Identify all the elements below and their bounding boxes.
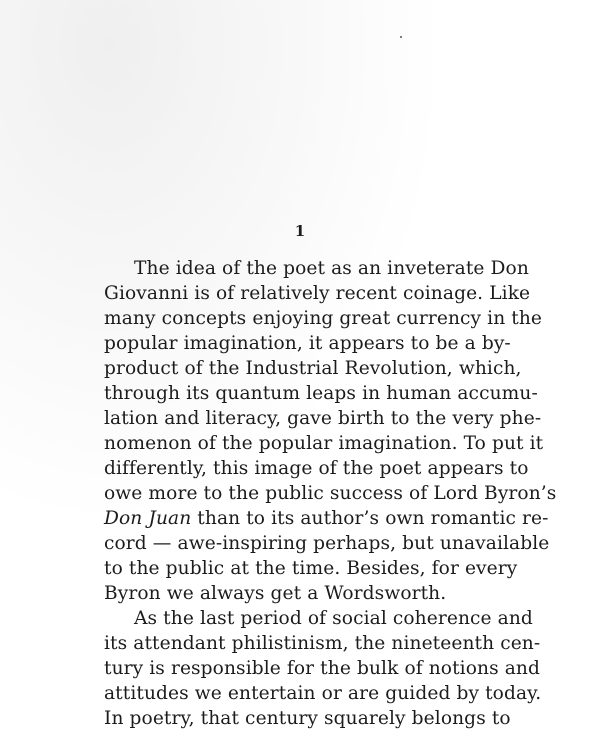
paragraph-1-line-8: nomenon of the popular imagination. To put it — [104, 433, 544, 454]
paragraph-2-line-2: its attendant philistinism, the nineteenth cen- — [104, 633, 541, 654]
paragraph-1-line-13: to the public at the time. Besides, for every — [104, 558, 518, 579]
paragraph-1-line-5: product of the Industrial Revolution, which, — [104, 358, 522, 379]
paragraph-1-line-4: popular imagination, it appears to be a by- — [104, 333, 511, 354]
paragraph-1-line-11 — [104, 508, 549, 532]
line-11-rest: than to its author’s own romantic re- — [191, 508, 549, 529]
paragraph-1-line-9: differently, this image of the poet appears to — [104, 458, 529, 479]
paragraph-1-line-1: The idea of the poet as an inveterate Don — [134, 258, 529, 279]
paragraph-1-line-10: owe more to the public success of Lord Byron’s — [104, 483, 557, 504]
paragraph-1-line-3: many concepts enjoying great currency in the — [104, 308, 543, 329]
paragraph-2-line-1: As the last period of social coherence and — [134, 608, 533, 629]
paragraph-1-line-12: cord — awe-inspiring perhaps, but unavailable — [104, 533, 550, 554]
paragraph-1-line-2: Giovanni is of relatively recent coinage. Like — [104, 283, 531, 304]
paragraph-1-line-14: Byron we always get a Wordsworth. — [104, 583, 447, 604]
paragraph-2-line-5: In poetry, that century squarely belongs to — [104, 708, 511, 729]
paragraph-1-line-7: lation and literacy, gave birth to the very phe- — [104, 408, 542, 429]
paragraph-2-line-4: attitudes we entertain or are guided by today. — [104, 683, 542, 704]
chapter-number: 1 — [294, 222, 306, 240]
paragraph-1-line-6: through its quantum leaps in human accumu- — [104, 383, 538, 404]
paragraph-2-line-3: tury is responsible for the bulk of notions and — [104, 658, 541, 679]
book-title-don-juan: Don Juan — [104, 508, 192, 529]
paper-speck — [400, 36, 402, 38]
